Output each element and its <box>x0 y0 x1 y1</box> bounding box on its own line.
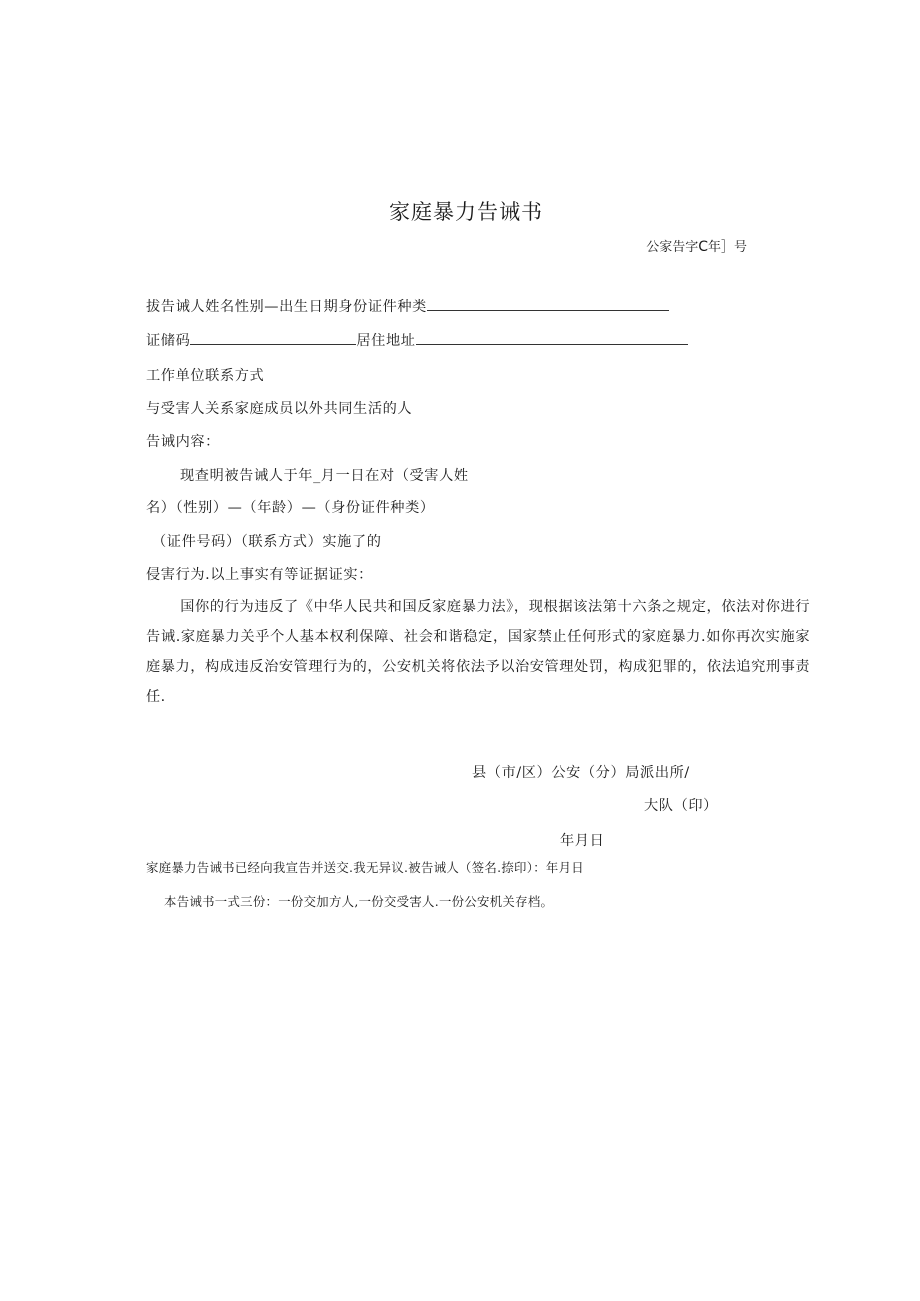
address-label: 居住地址 <box>356 333 416 349</box>
issuer-line-1: 县（市/区）公安（分）局派出所/ <box>472 765 690 781</box>
issuer-date: 年月日 <box>560 833 605 849</box>
facts-line-2: 名）（性别）—（年龄）—（身份证件种类） <box>146 500 435 516</box>
relation-label: 与受害人关系家庭成员以外共同生活的人 <box>146 401 413 417</box>
address-blank <box>416 330 688 345</box>
document-number <box>646 236 747 255</box>
content-label: 告诫内容： <box>146 434 220 450</box>
document-number-suffix: 年］号 <box>707 240 747 255</box>
document-number-prefix: 公家告字 <box>646 240 699 255</box>
warning-text: 国你的行为违反了《中华人民共和国反家庭暴力法》，现根据该法第十六条之规定，依法对你进行告诫.家庭暴力关乎个人基本权利保障、社会和谐稳定，国家禁止任何形式的家庭暴力.如你再次实施家庭暴力，构成违反治安管理行为的，公安机关将依法予以治安管理处罚，构成犯罪的，依法追究刑事责任. <box>146 599 810 705</box>
id-type-blank <box>427 296 669 311</box>
work-unit-label: 工作单位联系方式 <box>146 368 265 384</box>
field-row-name <box>146 296 669 316</box>
id-number-label: 证储码 <box>146 333 191 349</box>
field-row-address <box>146 330 688 350</box>
facts-line-4: 侵害行为.以上事实有等证据证实： <box>146 567 373 583</box>
receipt-line: 家庭暴力告诫书已经向我宣告并送交.我无异议.被告诫人（签名.捺印）：年月日 <box>146 860 584 875</box>
facts-line-3: （证件号码）（联系方式）实施了的 <box>152 534 382 550</box>
field-name-label: 拔告诫人姓名性别—出生日期身份证件种类 <box>146 299 427 315</box>
copies-note: 本告诫书一式三份：一份交加方人,一份交受害人.一份公安机关存档。 <box>164 894 554 909</box>
id-number-blank <box>190 330 356 345</box>
facts-line-1: 现查明被告诫人于年_月一日在对（受害人姓 <box>180 468 469 484</box>
document-title: 家庭暴力告诫书 <box>389 200 543 224</box>
warning-paragraph <box>146 592 810 712</box>
issuer-line-2: 大队（印） <box>644 798 718 814</box>
document-number-c: C <box>698 239 708 255</box>
